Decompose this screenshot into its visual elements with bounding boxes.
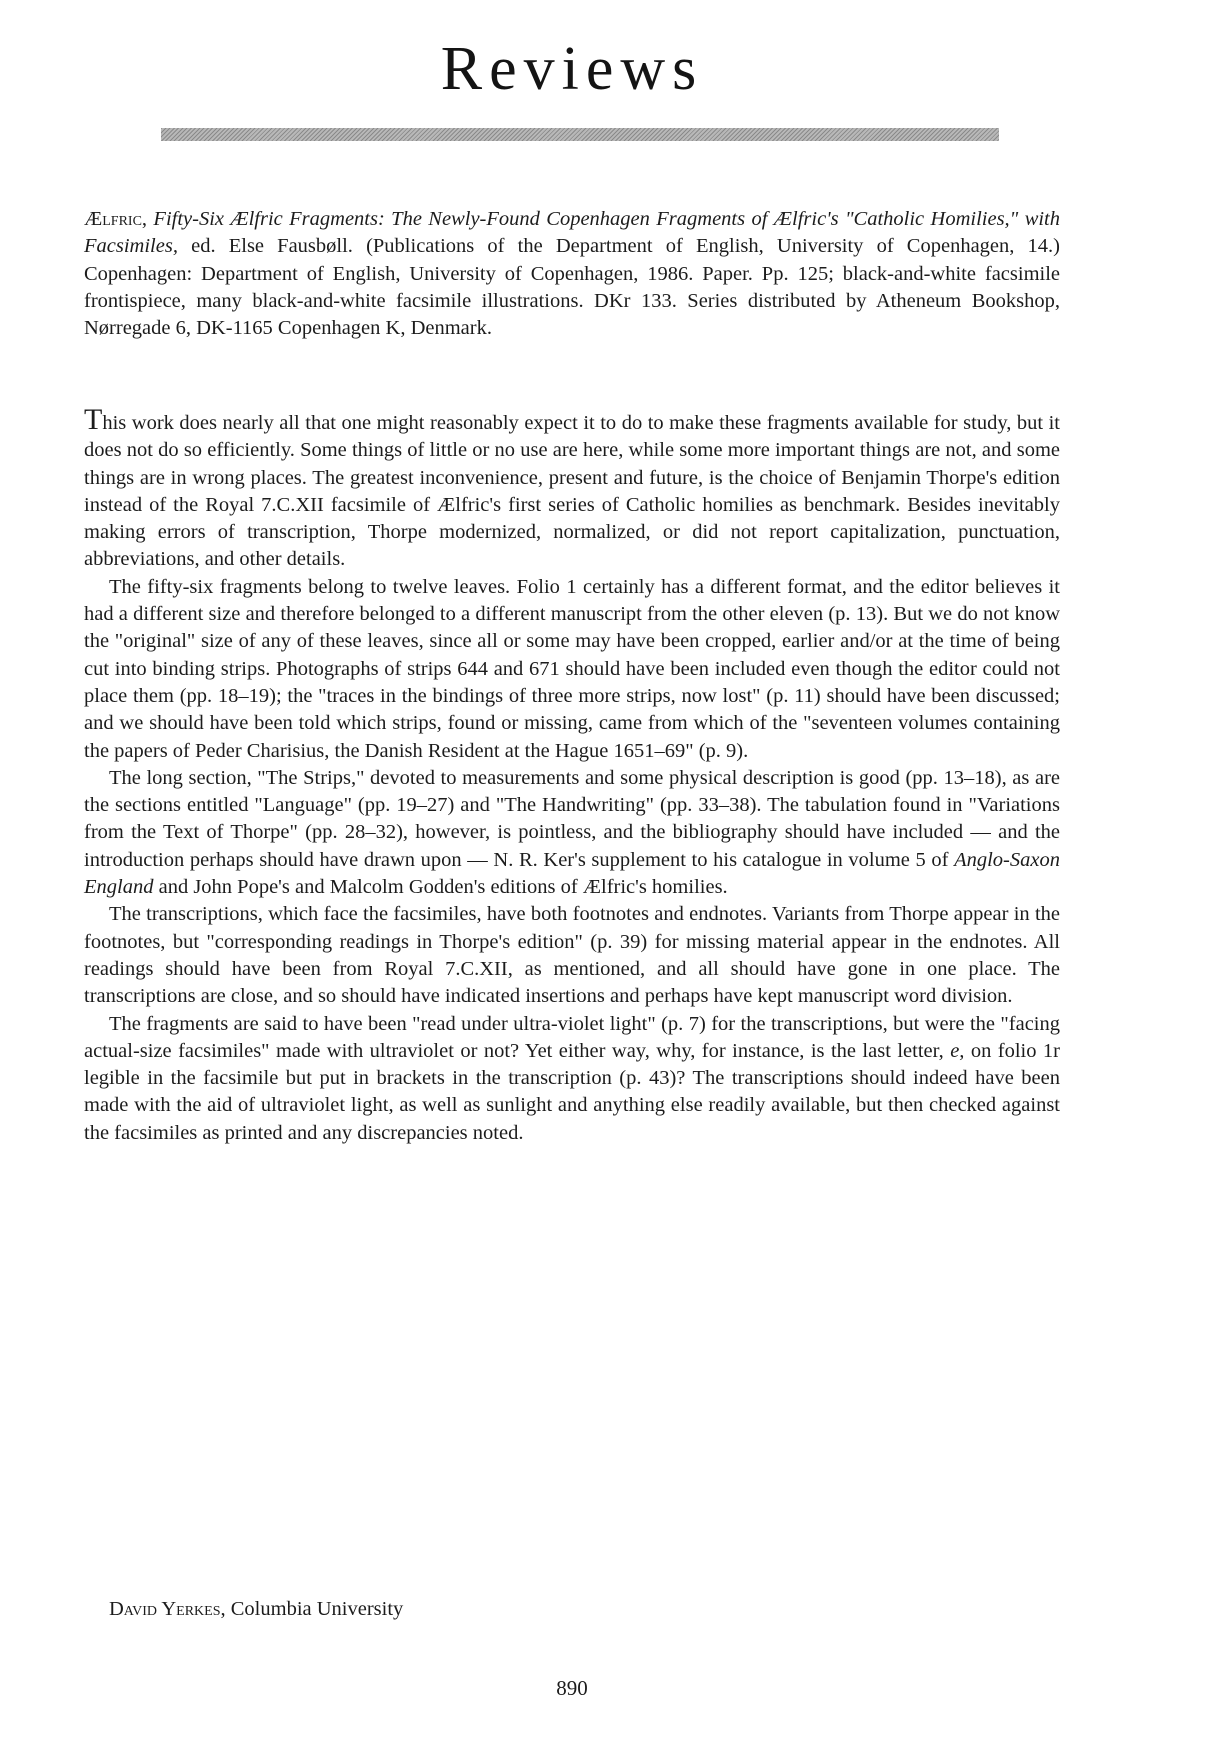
italic-letter: e, <box>950 1039 965 1062</box>
section-title: Reviews <box>440 35 704 103</box>
paragraph-5-text-a: The fragments are said to have been "read under ultra-violet light" (p. 7) for the transcriptions, but were the "facing actual-size facsimiles" made with ultraviolet or not? Yet either way, why, for instance, is the last letter, <box>84 1012 1060 1062</box>
paragraph-4: The transcriptions, which face the facsimiles, have both footnotes and endnotes. Variants from Thorpe appear in the footnotes, but "corresponding readings in Thorpe's edition" (p. 39) for missing material appear in the endnotes. All readings should have been from Royal 7.C.XII, as mentioned, and all should have gone in one place. The transcriptions are close, and so should have indicated insertions and perhaps have kept manuscript word division. <box>84 903 1060 1008</box>
header-rule <box>161 128 999 141</box>
citation-author: Ælfric, <box>84 208 148 230</box>
paragraph-5 <box>84 1011 1060 1147</box>
review-body <box>84 403 1061 1147</box>
citation-title: Fifty-Six Ælfric Fragments: The Newly-Found Copenhagen Fragments of Ælfric's "Catholic Homilies," <box>153 208 1019 230</box>
paragraph-2: The fifty-six fragments belong to twelve leaves. Folio 1 certainly has a different format, and the editor believes it had a different size and therefore belonged to a different manuscript from the other eleven (p. 13). But we do not know the "original" size of any of these leaves, since all or some may have been cropped, earlier and/or at the time of being cut into binding strips. Photographs of strips 644 and 671 should have been included even though the editor could not place them (pp. 18–19); the "traces in the bindings of three more strips, now lost" (p. 11) should have been discussed; and we should have been told which strips, found or missing, came from which of the "seventeen volumes containing the papers of Peder Charisius, the Danish Resident at the Hague 1651–69" (p. 9). <box>84 575 1060 762</box>
reviewer-name: David Yerkes, <box>109 1598 226 1620</box>
reviewer-signature <box>109 1596 403 1623</box>
page-number: 890 <box>556 1676 588 1700</box>
book-citation <box>84 206 1060 342</box>
reviewer-affiliation: Columbia University <box>230 1598 404 1620</box>
paragraph-1-text: his work does nearly all that one might reasonably expect it to do to make these fragments available for study, but it does not do so efficiently. Some things of little or no use are here, while some more important things are not, and some things are in wrong places. The greatest inconvenience, present and future, is the choice of Benjamin Thorpe's edition instead of the Royal 7.C.XII facsimile of Ælfric's first series of Catholic homilies as benchmark. Besides inevitably making errors of transcription, Thorpe modernized, normalized, or did not report capitalization, punctuation, abbreviations, and other details. <box>84 412 1060 571</box>
citation-details: ed. Else Fausbøll. (Publications of the Department of English, University of Copenhagen, 14.) Copenhagen: Department of English, University of Copenhagen, 1986. Paper. Pp. 125; black-and-white facsimile frontispiece, many black-and-white facsimile illustrations. DKr 133. Series distributed by Atheneum Bookshop, Nørregade 6, DK-1165 Copenhagen K, Denmark. <box>84 235 1061 340</box>
paragraph-1 <box>84 403 1060 574</box>
paragraph-3-text-b: and John Pope's and Malcolm Godden's editions of Ælfric's homilies. <box>158 876 728 899</box>
journal-title: Anglo-Saxon England <box>84 848 1060 899</box>
paragraph-3 <box>84 765 1060 901</box>
journal-page <box>84 0 1060 1763</box>
citation-title-suffix: with Facsimiles, <box>84 208 1061 258</box>
drop-initial: T <box>84 403 103 436</box>
paragraph-3-text-a: The long section, "The Strips," devoted to measurements and some physical description is good (pp. 13–18), as are the sections entitled "Language" (pp. 19–27) and "The Handwriting" (pp. 33–38). The tabulation found in "Variations from the Text of Thorpe" (pp. 28–32), however, is pointless, and the bibliography should have included — and the introduction perhaps should have drawn upon — N. R. Ker's supplement to his catalogue in volume 5 of <box>84 766 1060 871</box>
paragraph-5-text-b: on folio 1r legible in the facsimile but put in brackets in the transcription (p. 43)? The transcriptions should indeed have been made with the aid of ultraviolet light, as well as sunlight and anything else readily available, but then checked against the facsimiles as printed and any discrepancies noted. <box>84 1039 1061 1144</box>
